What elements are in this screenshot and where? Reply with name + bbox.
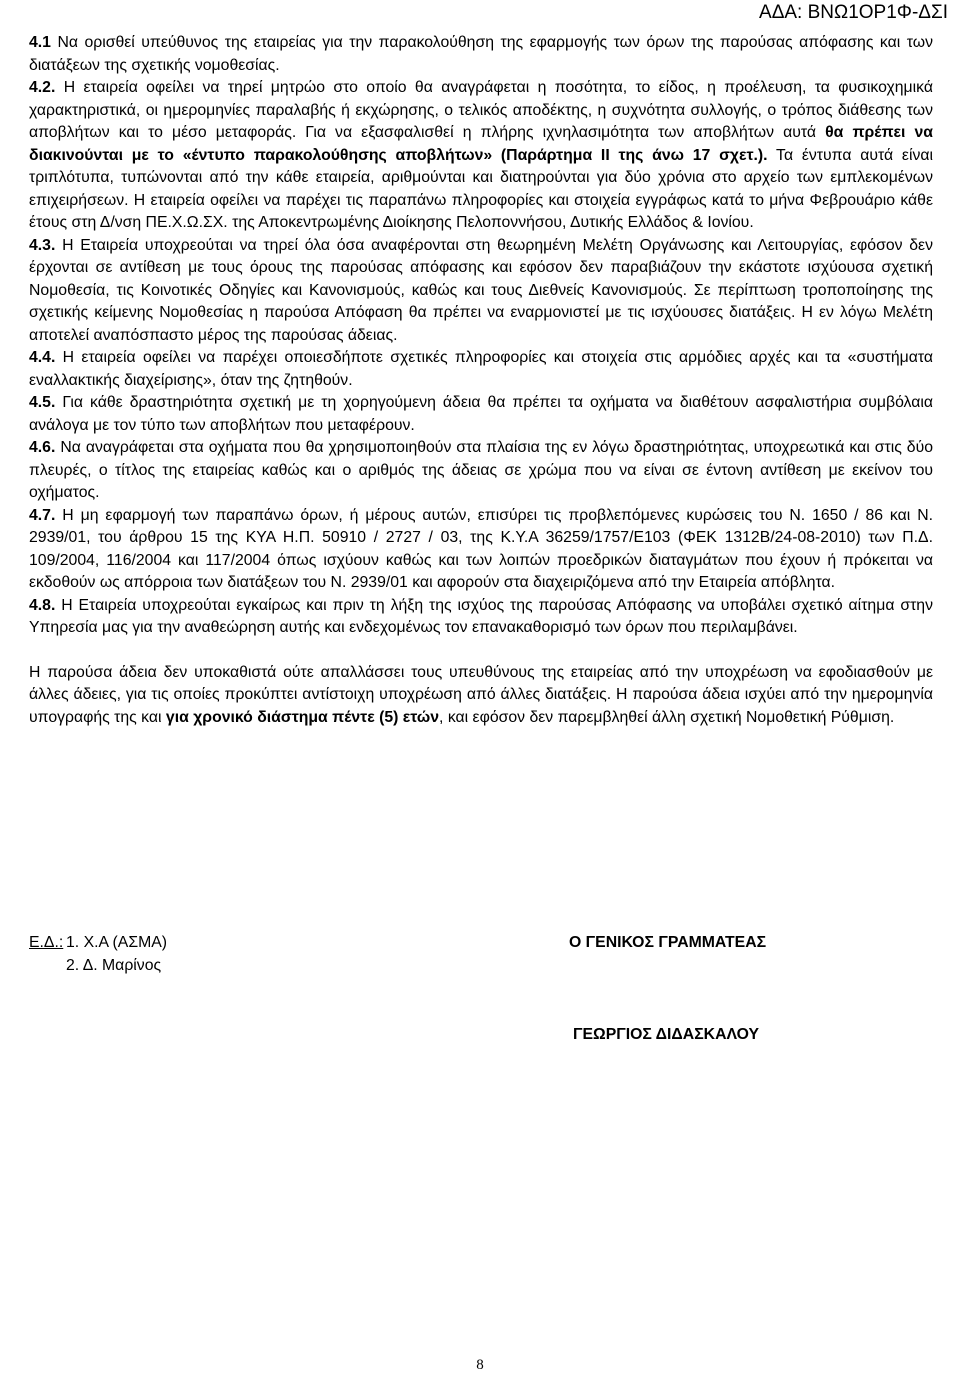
paragraph-4-6	[29, 437, 933, 505]
paragraph-text: Η Εταιρεία υποχρεούται εγκαίρως και πριν τη λήξη της ισχύος της παρούσας Απόφασης να υποβάλει σχετικό αίτημα στην Υπηρεσία μας για την αναθεώρηση αυτής και ενδεχομένως τον επανακαθορισμό των όρων που περιλαμβάνει.	[29, 596, 933, 636]
recipients-label: Ε.Δ.:	[29, 934, 64, 951]
paragraph-text: Η Εταιρεία υποχρεούται να τηρεί όλα όσα αναφέρονται στη θεωρημένη Μελέτη Οργάνωσης και Λειτουργίας, εφόσον δεν έρχονται σε αντίθεση με τους όρους της παρούσας απόφασης και εφόσον δεν παραβιάζουν την εκάστοτε ισχύουσα σχετική Νομοθεσία, τις Κοινοτικές Οδηγίες και Κανονισμούς, καθώς και τους Διεθνείς Κανονισμούς. Σε περίπτωση τροποποίησης της σχετικής κείμενης Νομοθεσίας η παρούσα Απόφαση θα πρέπει να εναρμονιστεί με τις ισχύουσες διατάξεις. Η εν λόγω Μελέτη αποτελεί αναπόσπαστο μέρος της παρούσας άδειας.	[29, 236, 933, 344]
paragraph-number: 4.1	[29, 34, 51, 51]
paragraph-text: Για κάθε δραστηριότητα σχετική με τη χορηγούμενη άδεια θα πρέπει τα οχήματα να διαθέτουν ασφαλιστήρια συμβόλαια ανάλογα με τον τύπο των αποβλήτων που μεταφέρουν.	[29, 394, 933, 434]
paragraph-number: 4.8.	[29, 596, 56, 614]
page-number: 8	[476, 1357, 484, 1373]
spacer	[29, 640, 933, 662]
paragraph-text: Να ορισθεί υπεύθυνος της εταιρείας για την παρακολούθηση της εφαρμογής των όρων της παρούσας απόφασης και των διατάξεων της σχετικής νομοθεσίας.	[29, 34, 933, 74]
paragraph-number: 4.2.	[29, 79, 56, 96]
signatory-name: ΓΕΩΡΓΙΟΣ ΔΙΔΑΣΚΑΛΟΥ	[573, 1026, 759, 1043]
paragraph-number: 4.4.	[29, 349, 56, 366]
paragraph-text: Η εταιρεία οφείλει να παρέχει οποιεσδήποτε σχετικές πληροφορίες και στοιχεία στις αρμόδιες αρχές και τα «συστήματα εναλλακτικής διαχείρισης», όταν της ζητηθούν.	[29, 349, 933, 389]
recipient-2: 2. Δ. Μαρίνος	[66, 957, 162, 974]
paragraph-4-2	[29, 77, 933, 235]
signatory-title: Ο ΓΕΝΙΚΟΣ ΓΡΑΜΜΑΤΕΑΣ	[569, 934, 767, 951]
paragraph-text: , και εφόσον δεν παρεμβληθεί άλλη σχετική Νομοθετική Ρύθμιση.	[439, 708, 895, 726]
paragraph-text: Η μη εφαρμογή των παραπάνω όρων, ή μέρους αυτών, επισύρει τις προβλεπόμενες κυρώσεις του Ν. 1650 / 86 και Ν. 2939/01, του άρθρου 15 της ΚΥΑ Η.Π. 50910 / 2727 / 03, της Κ.Υ.Α 36259/1757/Ε103 (ΦΕΚ 1312Β/24-08-2010) των Π.Δ. 109/2004, 116/2004 και 117/2004 όπως ισχύουν καθώς και των λοιπών προεδρικών διαταγμάτων που έχουν ή πρόκειται να εκδοθούν ως απόρροια των διατάξεων του Ν. 2939/01 και αφορούν στα διαχειριζόμενα από την Εταιρεία απόβλητα.	[29, 506, 933, 591]
document-ada-code: ΑΔΑ: ΒΝΩ1ΟΡ1Φ-ΔΣΙ	[759, 2, 948, 23]
paragraph-text: Να αναγράφεται στα οχήματα που θα χρησιμοποιηθούν στα πλαίσια της εν λόγω δραστηριότητας, υποχρεωτικά και στις δύο πλευρές, ο τίτλος της εταιρείας καθώς και ο αριθμός της άδειας σε χρώμα που να είναι σε έντονη αντίθεση με εκείνον του οχήματος.	[29, 439, 933, 501]
paragraph-4-3	[29, 235, 933, 348]
paragraph-bold-text: θα πρέπει να διακινούνται με το «έντυπο παρακολούθησης αποβλήτων» (Παράρτημα ΙΙ της άνω 17 σχετ.).	[29, 124, 933, 164]
closing-paragraph	[29, 662, 933, 730]
paragraph-number: 4.3.	[29, 236, 56, 254]
document-body	[29, 32, 933, 729]
paragraph-text: Η εταιρεία οφείλει να τηρεί μητρώο στο οποίο θα αναγράφεται η ποσότητα, το είδος, η προέλευση, τα φυσικοχημικά χαρακτηριστικά, οι ημερομηνίες παραλαβής ή εκχώρησης, ο τελικός αποδέκτης, η συχνότητα συλλογής, ο τρόπος διάθεσης των αποβλήτων και το μέσο μεταφοράς. Για να εξασφαλισθεί η πλήρης ιχνηλασιμότητα των αποβλήτων αυτά	[29, 79, 933, 141]
paragraph-text: Η παρούσα άδεια δεν υποκαθιστά ούτε απαλλάσσει τους υπευθύνους της εταιρείας από την υποχρέωση να εφοδιασθούν με άλλες άδειες, για τις οποίες προκύπτει αντίστοιχη υποχρέωση από άλλες διατάξεις. Η παρούσα άδεια ισχύει από την ημερομηνία υπογραφής της και	[29, 663, 933, 726]
paragraph-bold-text: για χρονικό διάστημα πέντε (5) ετών	[165, 708, 440, 726]
paragraph-4-4	[29, 347, 933, 392]
recipient-1: 1. Χ.Α (ΑΣΜΑ)	[66, 934, 168, 951]
paragraph-4-8	[29, 595, 933, 640]
paragraph-text: Τα έντυπα αυτά είναι τριπλότυπα, τυπώνονται από την κάθε εταιρεία, αριθμούνται και διατηρούνται για δύο χρόνια στο αρχείο των εμπλεκομένων επιχειρήσεων. Η εταιρεία οφείλει να παρέχει τις παραπάνω πληροφορίες και στοιχεία εγγράφως κατά το μήνα Φεβρουάριο κάθε έτους στη Δ/νση ΠΕ.Χ.Ω.ΣΧ. της Αποκεντρωμένης Διοίκησης Πελοποννήσου, Δυτικής Ελλάδος & Ιονίου.	[29, 146, 933, 231]
paragraph-number: 4.6.	[29, 439, 56, 456]
paragraph-number: 4.7.	[29, 506, 56, 524]
paragraph-4-1	[29, 32, 933, 77]
paragraph-number: 4.5.	[29, 394, 56, 411]
paragraph-4-5	[29, 392, 933, 437]
paragraph-4-7	[29, 505, 933, 595]
